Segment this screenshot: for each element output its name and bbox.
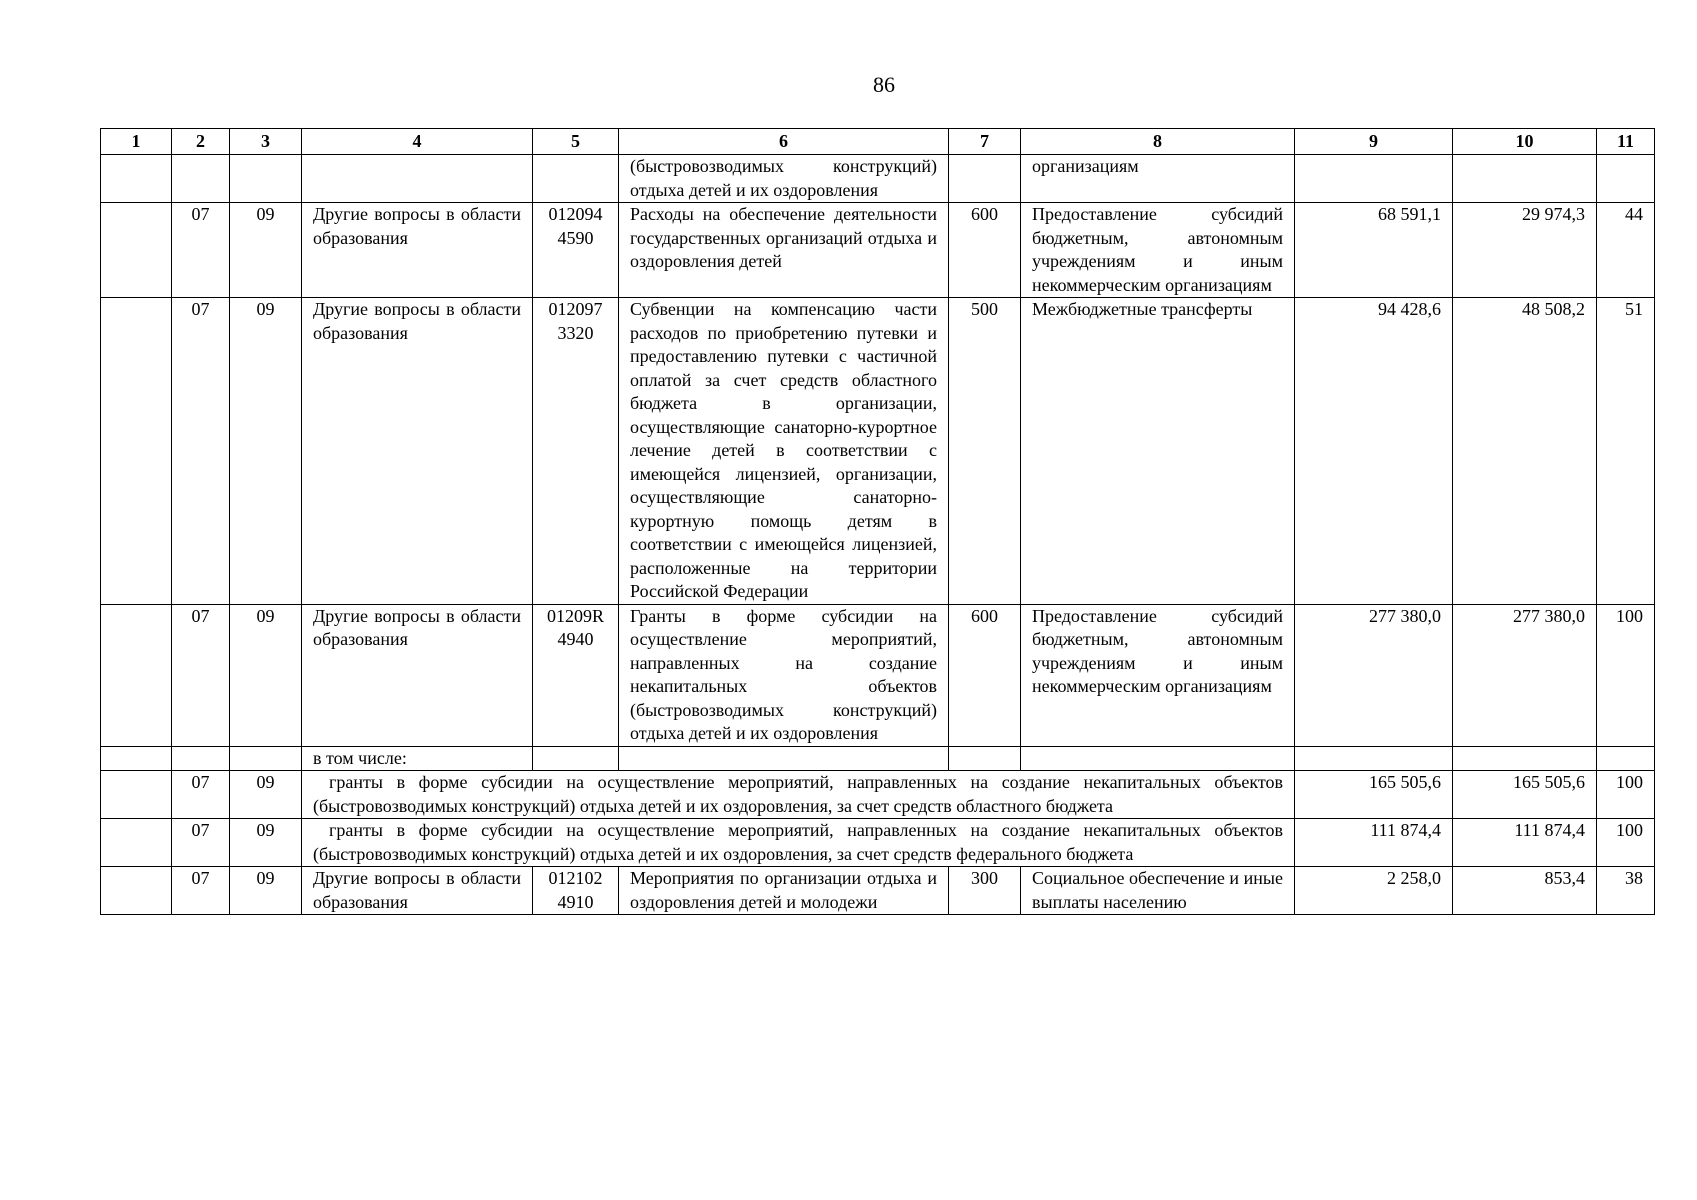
table-row [101, 203, 1655, 298]
cell-grant-description [302, 771, 1295, 819]
cell-expense-type-name: организациям [1021, 155, 1295, 203]
cell-section: 07 [172, 819, 230, 867]
cell-executed: 277 380,0 [1453, 604, 1597, 746]
cell-planned: 165 505,6 [1295, 771, 1453, 819]
cell-col-1 [101, 771, 172, 819]
cell-name: Другие вопросы в области образования [302, 298, 533, 605]
cell-executed: 853,4 [1453, 867, 1597, 915]
cell-name [302, 155, 533, 203]
cell-section: 07 [172, 298, 230, 605]
header-col-5: 5 [533, 129, 619, 155]
header-row [101, 129, 1655, 155]
cell-planned: 68 591,1 [1295, 203, 1453, 298]
cell-target-code [533, 155, 619, 203]
cell-section [172, 746, 230, 771]
cell-grant-description [302, 819, 1295, 867]
cell-col-1 [101, 155, 172, 203]
cell-expense-description: Субвенции на компенсацию части расходов по приобретению путевки и предоставлению путевки с частичной оплатой за счет средств областного бюджета в организации, осуществляющие санаторно-курортное лечение детей в соответствии с имеющейся лицензией, организации, осуществляющие санаторно-курортную помощь детям в соответствии с имеющейся лицензией, расположенные на территории Российской Федерации [619, 298, 949, 605]
header-col-7: 7 [949, 129, 1021, 155]
cell-percent [1597, 746, 1655, 771]
cell-col-1 [101, 867, 172, 915]
cell-percent: 100 [1597, 771, 1655, 819]
cell-expense-description: Мероприятия по организации отдыха и оздоровления детей и молодежи [619, 867, 949, 915]
cell-subsection: 09 [230, 819, 302, 867]
cell-expense-type: 500 [949, 298, 1021, 605]
cell-col-1 [101, 604, 172, 746]
table-row [101, 746, 1655, 771]
cell-expense-type-name: Предоставление субсидий бюджетным, автономным учреждениям и иным некоммерческим организациям [1021, 604, 1295, 746]
cell-section [172, 155, 230, 203]
cell-expense-type-name [1021, 746, 1295, 771]
table-row [101, 298, 1655, 605]
cell-planned: 2 258,0 [1295, 867, 1453, 915]
cell-target-code [533, 746, 619, 771]
grant-text: гранты в форме субсидии на осуществление мероприятий, направленных на создание некапитальных объектов (быстровозводимых конструкций) отдыха детей и их оздоровления, за счет средств областного бюджета [313, 772, 1283, 816]
cell-expense-type [949, 155, 1021, 203]
cell-executed: 111 874,4 [1453, 819, 1597, 867]
table-row [101, 771, 1655, 819]
header-col-3: 3 [230, 129, 302, 155]
cell-percent: 38 [1597, 867, 1655, 915]
table-row [101, 155, 1655, 203]
table-row [101, 819, 1655, 867]
cell-subsection: 09 [230, 604, 302, 746]
cell-expense-description [619, 746, 949, 771]
cell-executed [1453, 746, 1597, 771]
cell-subsection: 09 [230, 203, 302, 298]
cell-section: 07 [172, 771, 230, 819]
cell-executed [1453, 155, 1597, 203]
cell-executed: 165 505,6 [1453, 771, 1597, 819]
cell-name: Другие вопросы в области образования [302, 867, 533, 915]
cell-executed: 48 508,2 [1453, 298, 1597, 605]
cell-target-code: 012094 4590 [533, 203, 619, 298]
cell-percent: 44 [1597, 203, 1655, 298]
cell-executed: 29 974,3 [1453, 203, 1597, 298]
cell-expense-type: 600 [949, 604, 1021, 746]
cell-section: 07 [172, 867, 230, 915]
cell-expense-type-name: Предоставление субсидий бюджетным, автономным учреждениям и иным некоммерческим организациям [1021, 203, 1295, 298]
cell-target-code: 012102 4910 [533, 867, 619, 915]
cell-expense-description: (быстровозводимых конструкций) отдыха детей и их оздоровления [619, 155, 949, 203]
cell-col-1 [101, 298, 172, 605]
cell-expense-type-name: Социальное обеспечение и иные выплаты населению [1021, 867, 1295, 915]
cell-name: Другие вопросы в области образования [302, 203, 533, 298]
cell-expense-type [949, 746, 1021, 771]
cell-expense-type: 600 [949, 203, 1021, 298]
header-col-10: 10 [1453, 129, 1597, 155]
cell-percent [1597, 155, 1655, 203]
cell-name: в том числе: [302, 746, 533, 771]
cell-target-code: 01209R 4940 [533, 604, 619, 746]
cell-planned: 94 428,6 [1295, 298, 1453, 605]
header-col-1: 1 [101, 129, 172, 155]
cell-planned: 111 874,4 [1295, 819, 1453, 867]
page-number: 86 [873, 72, 895, 97]
cell-subsection: 09 [230, 867, 302, 915]
cell-name: Другие вопросы в области образования [302, 604, 533, 746]
cell-target-code: 012097 3320 [533, 298, 619, 605]
cell-expense-description: Гранты в форме субсидии на осуществление мероприятий, направленных на создание некапитальных объектов (быстровозводимых конструкций) отдыха детей и их оздоровления [619, 604, 949, 746]
table-row [101, 867, 1655, 915]
header-col-11: 11 [1597, 129, 1655, 155]
cell-col-1 [101, 746, 172, 771]
cell-subsection [230, 746, 302, 771]
cell-subsection [230, 155, 302, 203]
cell-expense-description: Расходы на обеспечение деятельности государственных организаций отдыха и оздоровления детей [619, 203, 949, 298]
cell-col-1 [101, 819, 172, 867]
cell-section: 07 [172, 604, 230, 746]
header-col-9: 9 [1295, 129, 1453, 155]
cell-planned [1295, 155, 1453, 203]
header-col-4: 4 [302, 129, 533, 155]
cell-section: 07 [172, 203, 230, 298]
cell-planned [1295, 746, 1453, 771]
cell-percent: 100 [1597, 819, 1655, 867]
table-row [101, 604, 1655, 746]
grant-text: гранты в форме субсидии на осуществление мероприятий, направленных на создание некапитальных объектов (быстровозводимых конструкций) отдыха детей и их оздоровления, за счет средств федерального бюджета [313, 820, 1283, 864]
cell-subsection: 09 [230, 298, 302, 605]
cell-planned: 277 380,0 [1295, 604, 1453, 746]
cell-percent: 51 [1597, 298, 1655, 605]
header-col-6: 6 [619, 129, 949, 155]
cell-expense-type: 300 [949, 867, 1021, 915]
header-col-8: 8 [1021, 129, 1295, 155]
cell-expense-type-name: Межбюджетные трансферты [1021, 298, 1295, 605]
cell-percent: 100 [1597, 604, 1655, 746]
cell-col-1 [101, 203, 172, 298]
header-col-2: 2 [172, 129, 230, 155]
cell-subsection: 09 [230, 771, 302, 819]
budget-table [100, 128, 1655, 915]
